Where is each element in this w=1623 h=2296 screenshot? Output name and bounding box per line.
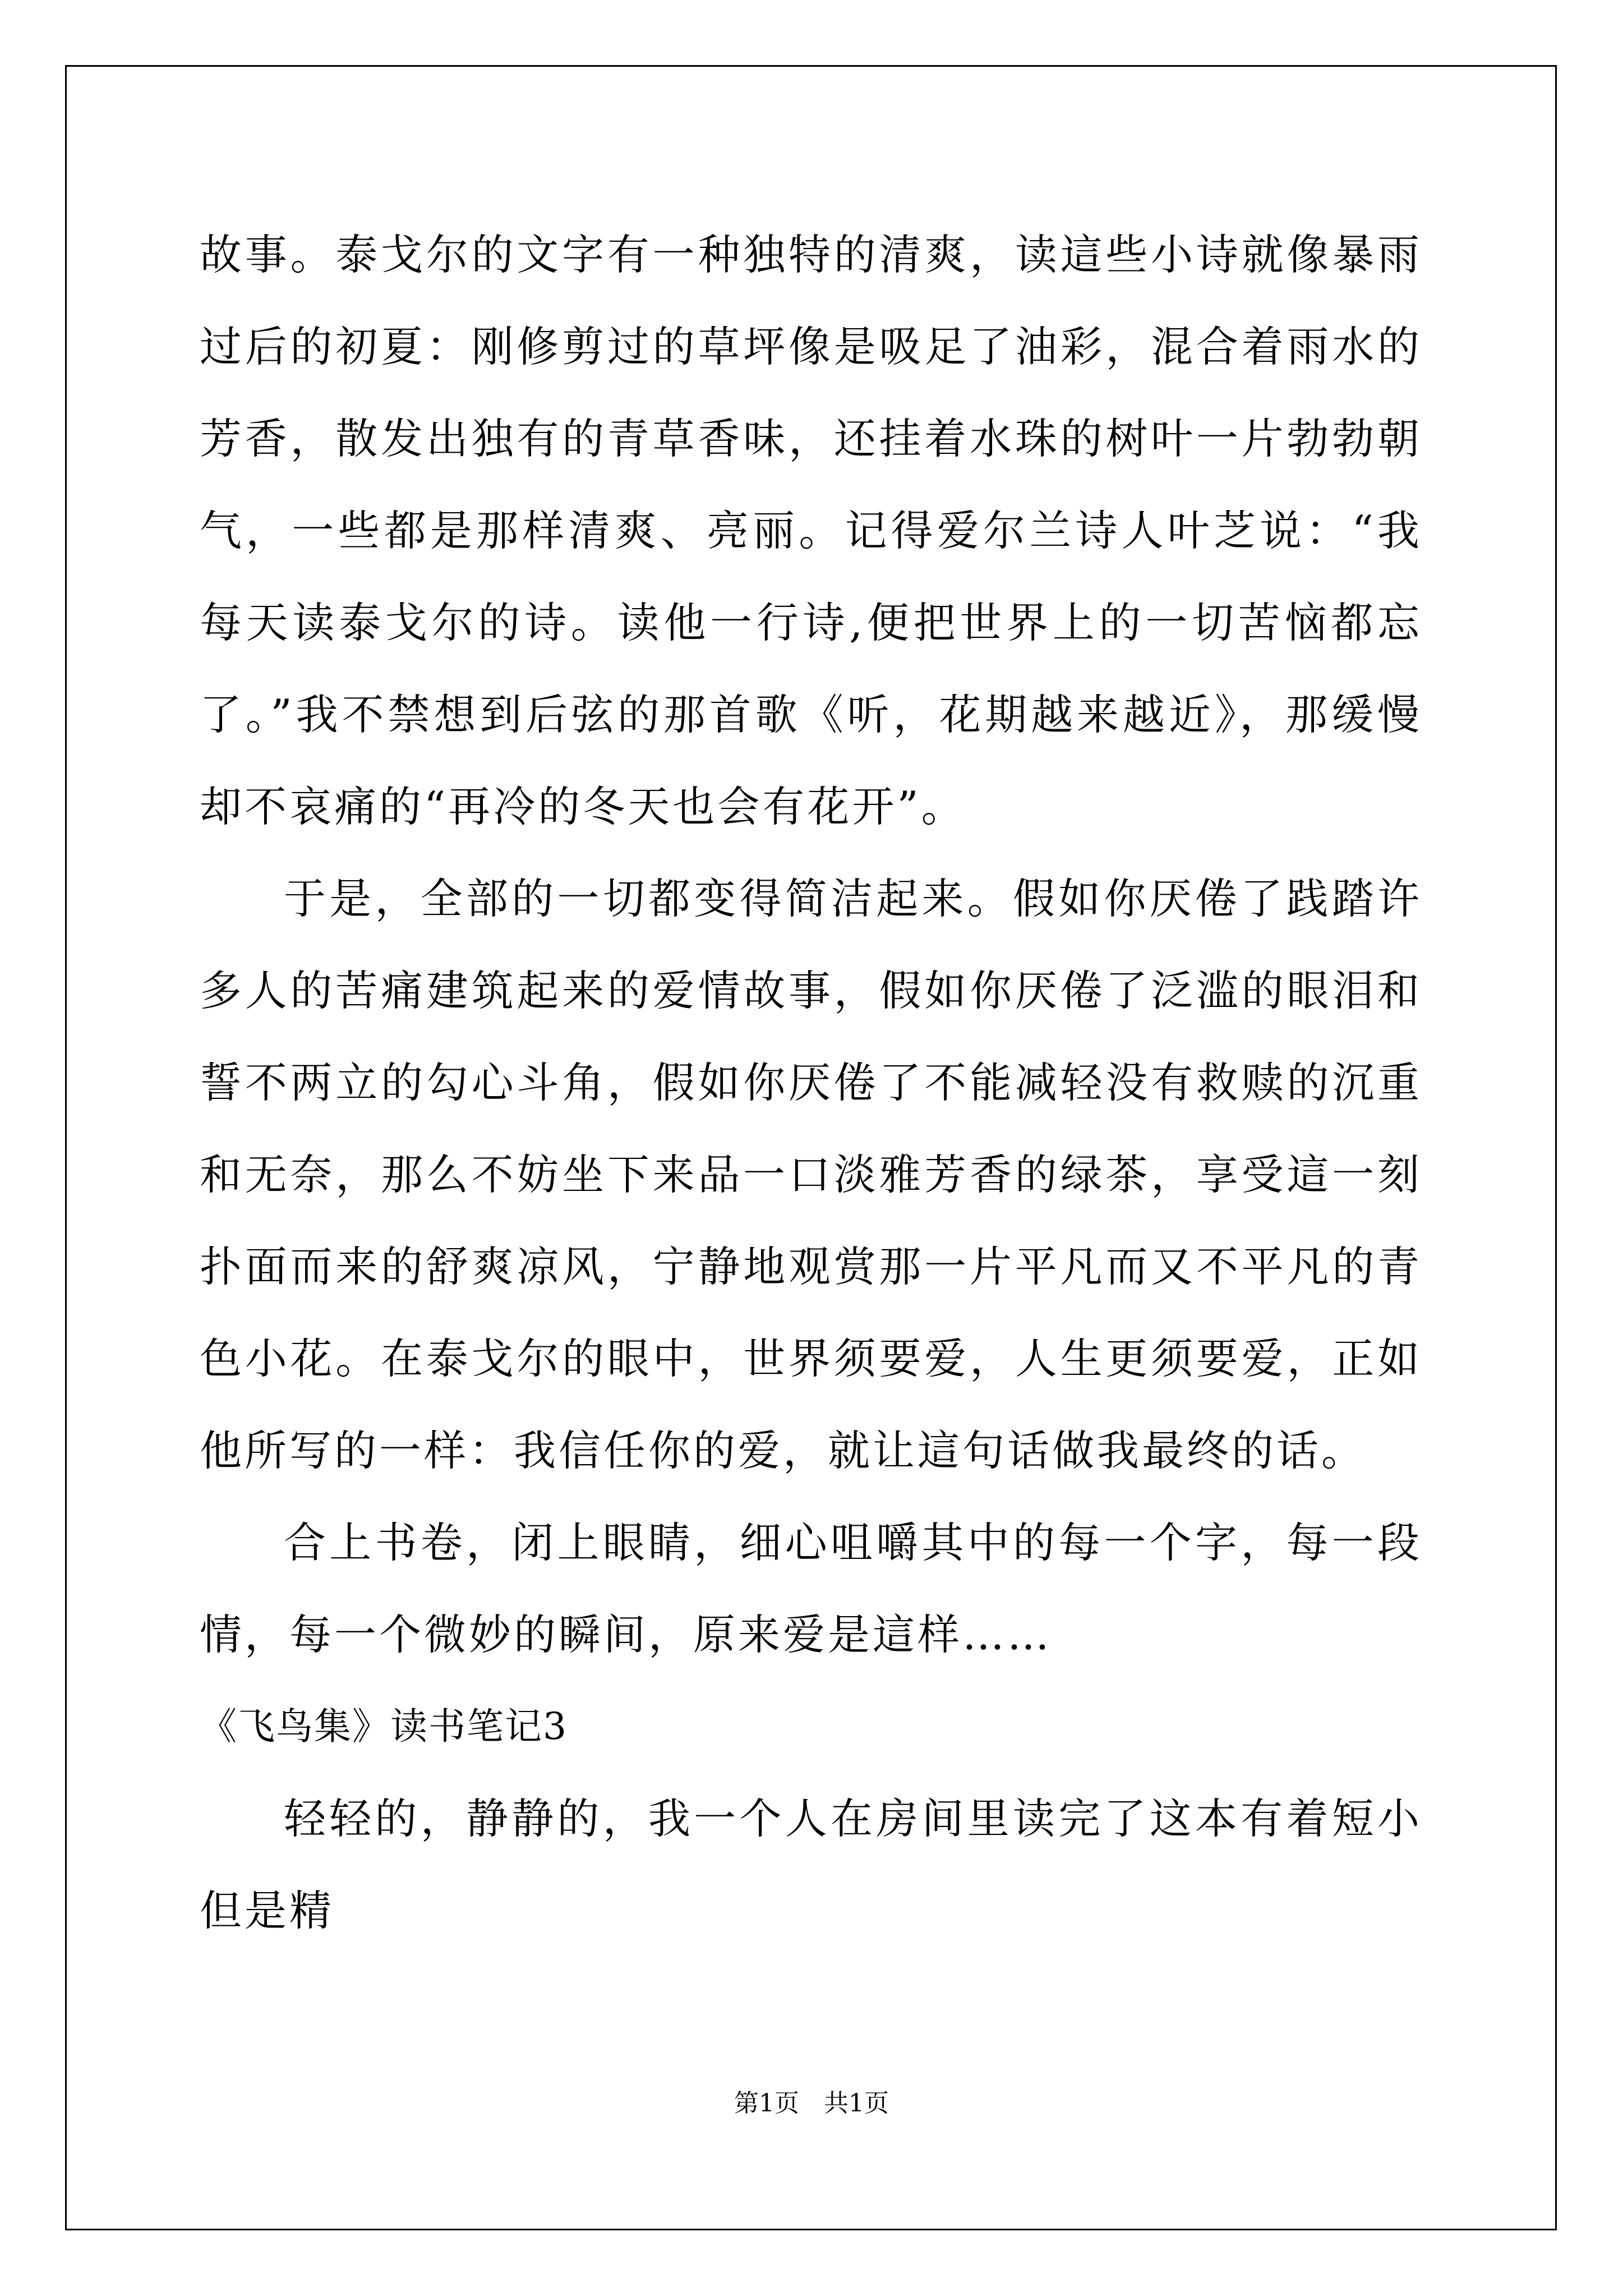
page-number: 第1页 xyxy=(734,2089,799,2118)
document-body xyxy=(200,209,1422,1957)
paragraph-4: 轻轻的，静静的，我一个人在房间里读完了这本有着短小但是精 xyxy=(200,1794,1422,1935)
page-footer xyxy=(0,2087,1623,2120)
page-total: 共1页 xyxy=(824,2089,889,2118)
paragraph-3: 合上书卷，闭上眼睛，细心咀嚼其中的每一个字，每一段情，每一个微妙的瞬间，原来爱是這样…… xyxy=(200,1518,1422,1659)
section-heading: 《飞鸟集》读书笔记3 xyxy=(200,1705,568,1748)
paragraph-2: 于是，全部的一切都变得简洁起来。假如你厌倦了践踏许多人的苦痛建筑起来的爱情故事，假如你厌倦了泛滥的眼泪和誓不两立的勾心斗角，假如你厌倦了不能减轻没有救赎的沉重和无奈，那么不妨坐下来品一口淡雅芳香的绿茶，享受這一刻扑面而来的舒爽凉风，宁静地观赏那一片平凡而又不平凡的青色小花。在泰戈尔的眼中，世界须要爱，人生更须要爱，正如他所写的一样：我信任你的爱，就让這句话做我最终的话。 xyxy=(200,874,1422,1475)
paragraph-1: 故事。泰戈尔的文字有一种独特的清爽，读這些小诗就像暴雨过后的初夏：刚修剪过的草坪像是吸足了油彩，混合着雨水的芳香，散发出独有的青草香味，还挂着水珠的树叶一片勃勃朝气，一些都是那样清爽、亮丽。记得爱尔兰诗人叶芝说：“我每天读泰戈尔的诗。读他一行诗,便把世界上的一切苦恼都忘了。”我不禁想到后弦的那首歌《听，花期越来越近》，那缓慢却不哀痛的“再冷的冬天也会有花开”。 xyxy=(200,230,1422,831)
